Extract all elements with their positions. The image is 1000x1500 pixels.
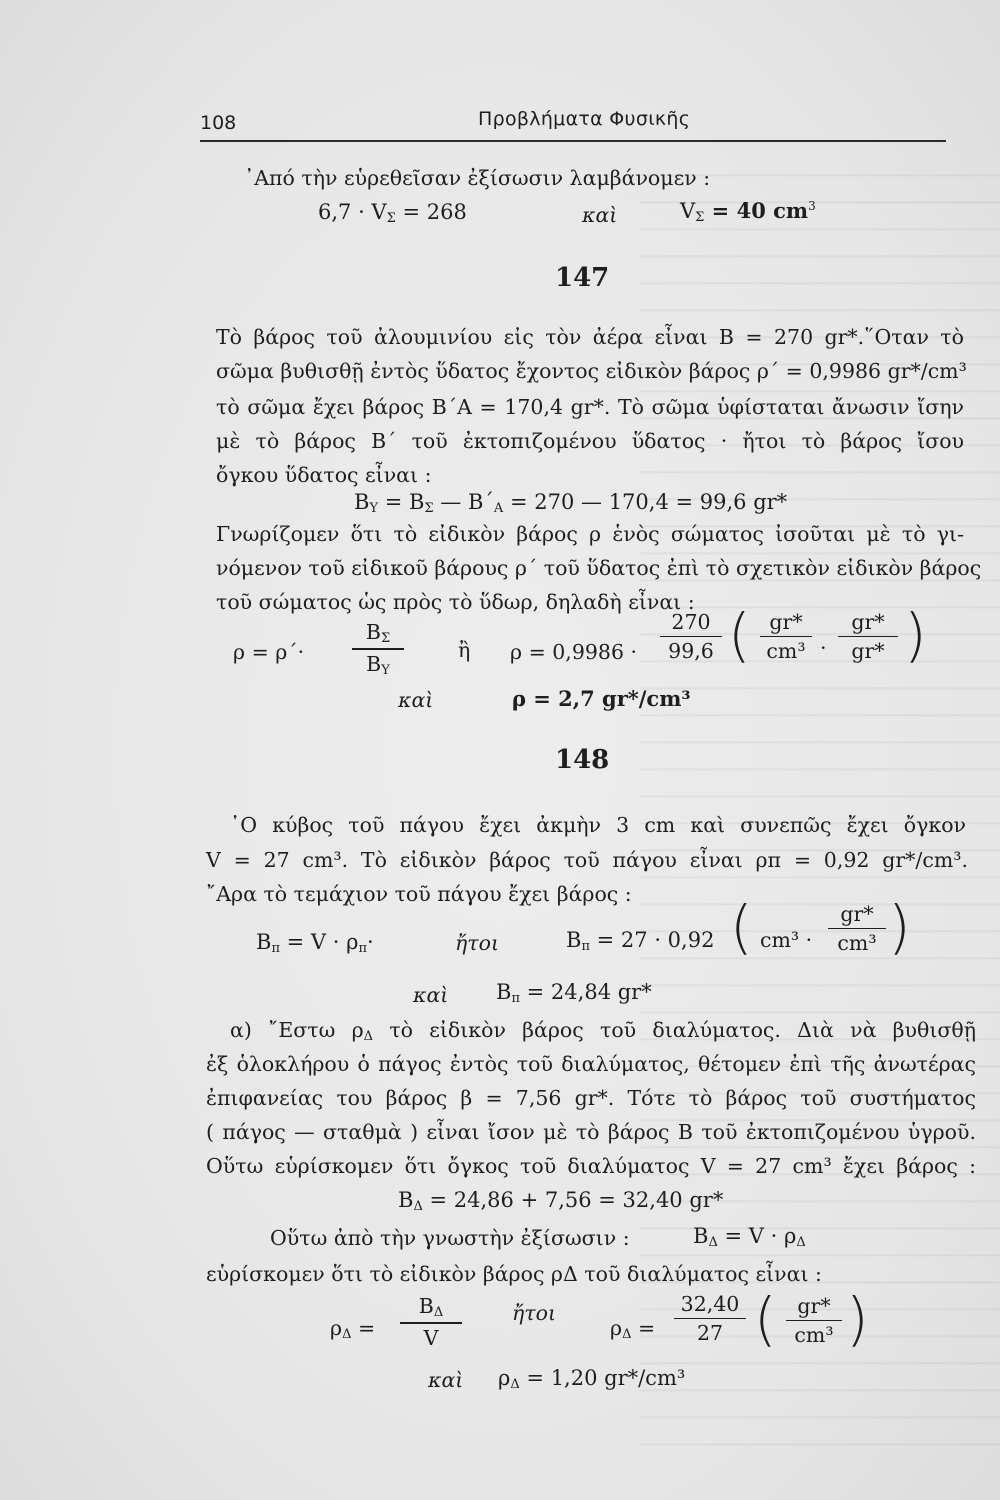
eq-sub: Δ [342, 1327, 352, 1342]
eq-sub: Δ [796, 1235, 806, 1250]
fraction-32-40-over-27 [674, 1294, 746, 1344]
frac-num [400, 1296, 462, 1322]
right-paren: ) [904, 601, 927, 669]
intro-kai: καὶ [582, 203, 618, 227]
frac-den: V [423, 1325, 439, 1350]
eq-text: Β [354, 490, 370, 514]
p147-line-4: μὲ τὸ βάρος Β΄ τοῦ ἐκτοπιζομένου ὕδατος · ἤτοι τὸ βάρος ἴσου [216, 429, 964, 453]
eq-sub: Δ [433, 1305, 444, 1320]
frac-num: gr* [769, 610, 803, 634]
eq-sub: Υ [381, 662, 390, 678]
frac-den: cm³ [794, 1323, 834, 1348]
eq-text: · [367, 930, 374, 954]
eq-text: Β [496, 980, 512, 1004]
eq-text: = [351, 1316, 376, 1340]
frac-den: 27 [696, 1321, 724, 1346]
unit-fraction-gr-gr [838, 612, 898, 662]
unit-fraction-gr-cm3 [786, 1296, 842, 1346]
fraction-BD-over-V [400, 1296, 462, 1348]
eq-sub: Δ [363, 1029, 374, 1044]
p147-line-1: Τὸ βάρος τοῦ ἀλουμινίου εἰς τὸν ἀέρα εἶναι Β = 270 gr*.῞Οταν τὸ [216, 325, 964, 349]
fraction-BS-over-BY [352, 622, 404, 677]
eq-text: 6,7 · V [318, 200, 387, 224]
p148-a-line-5: Οὕτω εὑρίσκομεν ὅτι ὄγκος τοῦ διαλύματος V = 27 cm³ ἔχει βάρος : [206, 1154, 976, 1178]
eq-sub: Σ [424, 501, 434, 516]
eq-sub: π [581, 939, 590, 954]
eq-text: α) ῎Εστω ρ [230, 1018, 364, 1042]
eq-sub: Δ [510, 1377, 520, 1392]
p147-result: ρ = 2,7 gr*/cm³ [512, 686, 691, 711]
right-paren: ) [888, 893, 911, 961]
eq-sub: Υ [369, 501, 379, 516]
rho-delta-lhs [330, 1318, 375, 1341]
frac-den: 99,6 [668, 639, 714, 664]
p147-line-7: νόμενον τοῦ εἰδικοῦ βάρους ρ΄ τοῦ ὕδατος ἐπὶ τὸ σχετικὸν εἰδικὸν βάρος [216, 556, 982, 580]
p148-equation-2 [566, 930, 714, 953]
unit-fraction-gr-cm3 [760, 612, 812, 662]
fraction-270-over-99-6 [660, 612, 722, 662]
frac-num: gr* [797, 1294, 831, 1318]
frac-num: 32,40 [680, 1292, 740, 1316]
eq-text: = V · ρ [717, 1224, 797, 1248]
p148-equation-3 [496, 982, 652, 1005]
eq-sub: Δ [708, 1235, 718, 1250]
eq-sub: Σ [386, 211, 396, 226]
page-header [200, 108, 946, 142]
htoi-word: ἤτοι [455, 931, 500, 955]
p147-line-2: σῶμα βυθισθῇ ἐντὸς ὕδατος ἔχοντος εἰδικὸν βάρος ρ΄ = 0,9986 gr*/cm³ [216, 359, 967, 383]
eq-text: Β [398, 1188, 414, 1212]
p148-a-line-6: Οὕτω ἀπὸ τὴν γνωστὴν ἐξίσωσιν : [270, 1226, 630, 1250]
kai-word: καὶ [413, 983, 449, 1007]
p148-a-line-2: ἐξ ὁλοκλήρου ὁ πάγος ἐντὸς τοῦ διαλύματος, θέτομεν ἐπὶ τῆς ἀνωτέρας [206, 1052, 976, 1076]
frac-num: 270 [671, 610, 711, 634]
eq-text: Β [693, 1224, 709, 1248]
eq-sub: Σ [380, 631, 391, 646]
p148-a-line-1 [230, 1020, 976, 1043]
problem-number-147: 147 [555, 263, 610, 293]
eq-text: Β [566, 928, 582, 952]
eq-text: — Β΄ [433, 490, 494, 514]
p147-line-8: τοῦ σώματος ὡς πρὸς τὸ ὕδωρ, δηλαδὴ εἶναι : [216, 590, 695, 614]
eq-text: = 24,84 gr* [519, 980, 652, 1004]
eq-text: Β [418, 1294, 434, 1318]
unit-fraction-gr-cm3 [828, 904, 886, 954]
frac-num [352, 622, 404, 648]
frac-den [352, 650, 404, 677]
eq-sub: Δ [622, 1327, 632, 1342]
p147-line-6: Γνωρίζομεν ὅτι τὸ εἰδικὸν βάρος ρ ἑνὸς σώματος ἰσοῦται μὲ τὸ γι- [216, 522, 964, 546]
eq-text: = 27 · 0,92 [589, 928, 715, 952]
or-word: ἢ [458, 638, 471, 662]
intro-line: ᾽Από τὴν εὑρεθεῖσαν ἐξίσωσιν λαμβάνομεν : [244, 166, 711, 190]
rho-lhs: ρ = ρ΄· [233, 640, 305, 664]
eq-text: Β [366, 651, 382, 676]
page-number: 108 [200, 112, 237, 134]
p148-equation-5 [693, 1226, 806, 1249]
unit-cm3: cm³ · [760, 928, 813, 952]
frac-num: gr* [840, 902, 874, 926]
problem-number-148: 148 [555, 745, 610, 775]
intro-equation-left [318, 202, 467, 225]
eq-text: ρ [610, 1316, 623, 1340]
eq-text: ρ [498, 1366, 511, 1390]
rho-rhs: ρ = 0,9986 · [510, 640, 638, 664]
intro-equation-right [680, 200, 816, 224]
unit-dot: · [820, 636, 827, 660]
eq-sub: π [511, 991, 520, 1006]
final-kai: καὶ [428, 1368, 464, 1392]
left-paren: ( [728, 601, 751, 669]
eq-text: = 24,86 + 7,56 = 32,40 gr* [422, 1188, 724, 1212]
left-paren: ( [730, 893, 753, 961]
p148-a-line-7: εὑρίσκομεν ὅτι τὸ εἰδικὸν βάρος ρΔ τοῦ διαλύματος εἶναι : [206, 1262, 822, 1286]
header-rule [200, 140, 946, 142]
eq-text: = 40 cm [704, 198, 809, 223]
p147-line-5: ὄγκου ὕδατος εἶναι : [216, 463, 432, 487]
p148-line-3: ῎Αρα τὸ τεμάχιον τοῦ πάγου ἔχει βάρος : [206, 882, 632, 906]
running-title: Προβλήματα Φυσικῆς [478, 108, 691, 130]
p148-a-line-3: ἐπιφανείας του βάρος β = 7,56 gr*. Τότε τὸ βάρος τοῦ συστήματος [206, 1086, 976, 1110]
eq-text: = Β [378, 490, 425, 514]
frac-num: gr* [851, 610, 885, 634]
result-kai: καὶ [398, 688, 434, 712]
frac-den: gr* [851, 639, 885, 664]
p148-line-1: ῾Ο κύβος τοῦ πάγου ἔχει ἀκμὴν 3 cm καὶ συνεπῶς ἔχει ὄγκον [230, 813, 966, 837]
frac-den: cm³ [766, 639, 806, 664]
eq-text: τὸ εἰδικὸν βάρος τοῦ διαλύματος. Διὰ νὰ βυθισθῇ [373, 1018, 976, 1042]
htoi-word: ἤτοι [512, 1301, 557, 1325]
eq-sub: π [271, 941, 280, 956]
right-paren: ) [846, 1285, 869, 1353]
p148-line-2: V = 27 cm³. Τὸ εἰδικὸν βάρος τοῦ πάγου εἶναι ρπ = 0,92 gr*/cm³. [206, 848, 968, 872]
left-paren: ( [754, 1285, 777, 1353]
eq-sup: 3 [808, 199, 816, 213]
eq-text: = 270 — 170,4 = 99,6 gr* [503, 490, 788, 514]
frac-den: cm³ [837, 931, 877, 956]
eq-text: ρ [330, 1316, 343, 1340]
eq-sub: Α [493, 501, 504, 516]
eq-text: = V · ρ [279, 930, 359, 954]
eq-text: = 1,20 gr*/cm³ [519, 1366, 686, 1390]
eq-text: Β [365, 620, 381, 644]
p148-equation-4 [398, 1190, 723, 1213]
rho-delta-rhs [610, 1318, 655, 1341]
p147-equation-1 [354, 492, 787, 515]
p148-equation-1 [256, 932, 374, 955]
eq-sub: π [358, 941, 368, 956]
eq-text: V [680, 199, 696, 223]
eq-sub: Σ [695, 210, 705, 225]
eq-text: Β [256, 930, 272, 954]
p148-final-result [498, 1368, 685, 1391]
eq-sub: Δ [413, 1199, 423, 1214]
eq-text: = [631, 1316, 656, 1340]
p148-a-line-4: ( πάγος — σταθμὰ ) εἶναι ἴσον μὲ τὸ βάρος Β τοῦ ἐκτοπιζομένου ὑγροῦ. [206, 1120, 976, 1144]
eq-text: = 268 [395, 200, 467, 224]
p147-line-3: τὸ σῶμα ἔχει βάρος Β΄Α = 170,4 gr*. Τὸ σῶμα ὑφίσταται ἄνωσιν ἴσην [216, 395, 964, 419]
